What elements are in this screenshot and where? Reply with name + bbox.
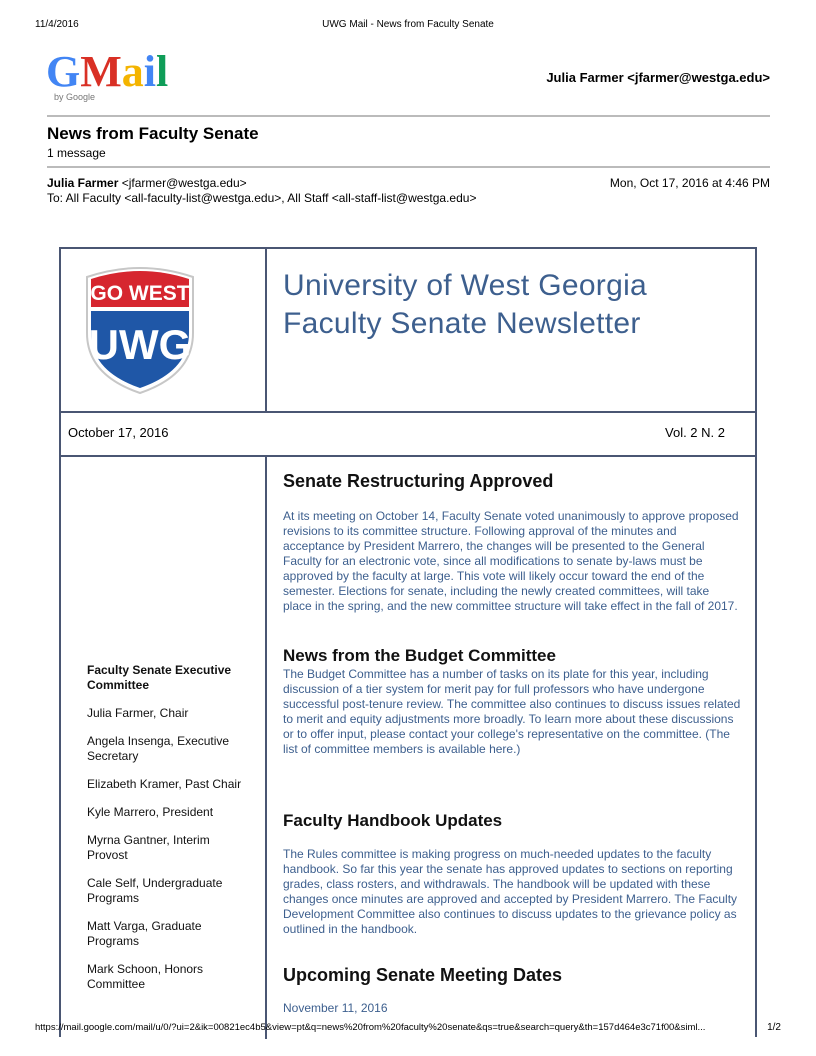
svg-text:GMail: GMail (46, 48, 169, 96)
divider (47, 166, 770, 168)
print-date: 11/4/2016 (35, 19, 79, 30)
thread-subject: News from Faculty Senate (47, 124, 259, 143)
section-heading: Senate Restructuring Approved (283, 471, 554, 491)
section-body: At its meeting on October 14, Faculty Senate voted unanimously to approve proposed revisions to its committee structure. Following approval of the minutes and acceptance by President Marrero, the changes will be presented to the General Faculty for an electronic vote, since all modifications to senate by-laws must be approved by the faculty at large. This vote will likely occur toward the end of the semester. Elections for senate, including the newly created committees, will take place in the spring, and the new committee structure will take effect in the fall of 2017. (283, 509, 739, 613)
gmail-logo (46, 48, 176, 104)
divider (47, 115, 770, 117)
logo-bottom-text: UWG (88, 321, 192, 368)
executive-committee-sidebar (87, 663, 247, 1005)
sender-line (47, 176, 247, 190)
issue-date: October 17, 2016 (68, 425, 169, 440)
account-email: Julia Farmer <jfarmer@westga.edu> (546, 70, 770, 85)
meeting-date-link[interactable]: November 11, 2016 (283, 1001, 388, 1015)
section-body: The Rules committee is making progress on much-needed updates to the faculty handbook. So far this year the senate has approved updates to sections on reporting grades, class rosters, and withdrawals. The handbook will be updated with these changes once minutes are approved and accepted by President Marrero. The Faculty Development Committee also continues to discuss updates to the grievance policy as outlined in the handbook. (283, 847, 738, 936)
print-url: https://mail.google.com/mail/u/0/?ui=2&ik=00821ec4b5&view=pt&q=news%20from%20faculty%20senate&qs=true&search=query&th=157d464e3c71f00&siml... (35, 1022, 706, 1033)
section-heading: Upcoming Senate Meeting Dates (283, 965, 563, 985)
committee-member: Kyle Marrero, President (87, 805, 214, 819)
newsletter (59, 247, 757, 1037)
committee-member: Myrna Gantner, Interim Provost (87, 833, 210, 862)
newsletter-title-line2: Faculty Senate Newsletter (283, 307, 641, 340)
section-heading: News from the Budget Committee (283, 646, 556, 665)
issue-volume: Vol. 2 N. 2 (665, 425, 725, 440)
recipients: To: All Faculty <all-faculty-list@westga.edu>, All Staff <all-staff-list@westga.edu> (47, 191, 477, 205)
committee-member: Julia Farmer, Chair (87, 706, 189, 720)
print-title: UWG Mail - News from Faculty Senate (322, 19, 494, 30)
committee-member: Mark Schoon, Honors Committee (87, 962, 204, 991)
committee-member: Matt Varga, Graduate Programs (87, 919, 202, 948)
sender-email: <jfarmer@westga.edu> (121, 176, 247, 190)
section-body: The Budget Committee has a number of tasks on its plate for this year, including discussion of a tier system for merit pay for full professors who have undergone successful post-tenure review. The committee also continues to discuss issues related to merit and equity adjustments more broadly. To learn more about these discussions or to offer input, please contact your college's representative on the committee. (The list of committee members is available here.) (283, 667, 741, 756)
committee-member: Cale Self, Undergraduate Programs (87, 876, 223, 905)
committee-member: Angela Insenga, Executive Secretary (87, 734, 230, 763)
newsletter-title (283, 267, 647, 343)
sender-name: Julia Farmer (47, 176, 119, 190)
uwg-go-west-logo (79, 263, 201, 395)
logo-top-text: GO WEST (90, 282, 190, 305)
gmail-logo-sub: by Google (54, 92, 96, 102)
committee-member: Elizabeth Kramer, Past Chair (87, 777, 242, 791)
message-count: 1 message (47, 146, 106, 160)
sidebar-heading: Faculty Senate Executive Committee (87, 663, 232, 692)
page-number: 1/2 (767, 1022, 781, 1033)
section-heading: Faculty Handbook Updates (283, 811, 503, 830)
sent-date: Mon, Oct 17, 2016 at 4:46 PM (609, 176, 770, 190)
newsletter-title-line1: University of West Georgia (283, 269, 648, 302)
